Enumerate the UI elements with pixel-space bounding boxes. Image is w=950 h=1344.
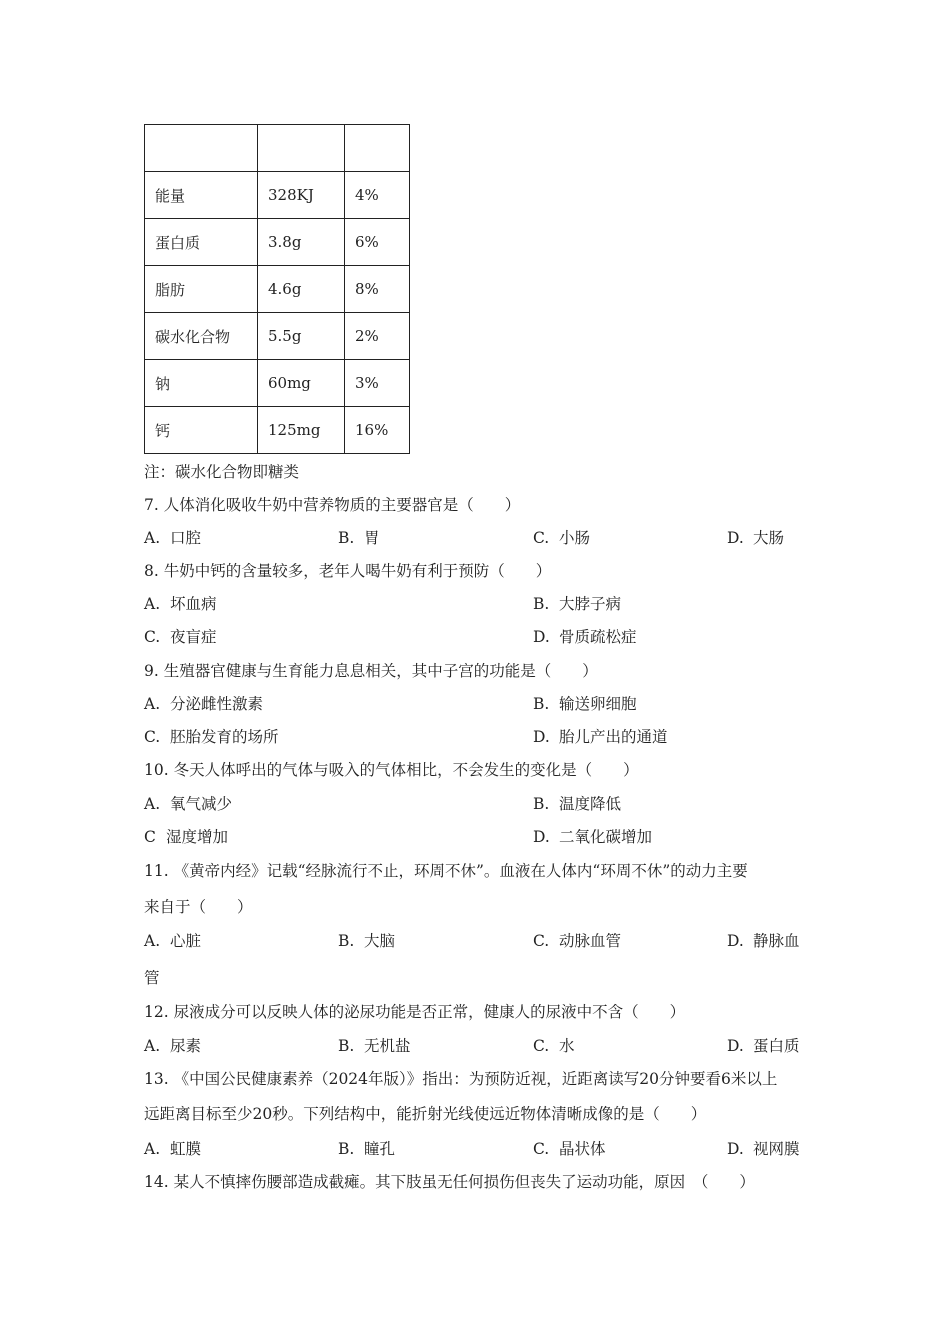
option-text: 分泌雌性激素 <box>170 695 264 713</box>
table-cell: 328KJ <box>258 172 345 219</box>
option-letter: A. <box>144 695 161 713</box>
table-cell: 能量 <box>145 172 258 219</box>
option-c <box>144 827 228 847</box>
option-text: 输送卵细胞 <box>559 695 637 713</box>
option-text: 视网膜 <box>753 1140 800 1158</box>
option-c <box>533 1139 606 1159</box>
option-text: 大肠 <box>753 529 785 547</box>
question-stem: 12. 尿液成分可以反映人体的泌尿功能是否正常，健康人的尿液中不含（ ） <box>144 1003 686 1021</box>
option-letter: C. <box>533 1037 550 1055</box>
table-row <box>145 125 410 172</box>
option-text: 胃 <box>364 529 380 547</box>
table-row <box>145 313 410 360</box>
table-cell <box>258 125 345 172</box>
option-letter: C. <box>533 1140 550 1158</box>
option-b <box>338 931 395 951</box>
option-letter: B. <box>533 595 550 613</box>
option-letter: D. <box>727 932 744 950</box>
option-text: 温度降低 <box>559 795 622 813</box>
nutrition-table <box>144 124 410 454</box>
question-stem: 11. 《黄帝内经》记载“经脉流行不止，环周不休”。血液在人体内“环周不休”的动力主要 <box>144 862 748 880</box>
table-cell: 3% <box>345 360 410 407</box>
option-letter: D. <box>533 728 550 746</box>
option-text: 静脉血 <box>753 932 800 950</box>
table-cell <box>145 125 258 172</box>
option-text: 大脖子病 <box>559 595 622 613</box>
option-text: 口腔 <box>170 529 202 547</box>
table-row <box>145 407 410 454</box>
table-cell: 2% <box>345 313 410 360</box>
question-stem: 9. 生殖器官健康与生育能力息息相关，其中子宫的功能是（ ） <box>144 662 598 680</box>
table-cell: 钠 <box>145 360 258 407</box>
table-cell: 脂肪 <box>145 266 258 313</box>
question-stem-continued: 远距离目标至少20秒。下列结构中，能折射光线使远近物体清晰成像的是（ ） <box>144 1105 707 1123</box>
table-row <box>145 219 410 266</box>
option-text: 蛋白质 <box>753 1037 800 1055</box>
table-cell: 60mg <box>258 360 345 407</box>
option-b <box>533 594 621 614</box>
option-text: 瞳孔 <box>364 1140 396 1158</box>
option-text: 湿度增加 <box>166 828 229 846</box>
question-stem: 14. 某人不慎摔伤腰部造成截瘫。其下肢虽无任何损伤但丧失了运动功能，原因 （ ） <box>144 1173 755 1191</box>
option-letter: B. <box>338 932 355 950</box>
table-cell: 125mg <box>258 407 345 454</box>
option-text: 晶状体 <box>559 1140 606 1158</box>
option-text: 尿素 <box>170 1037 202 1055</box>
option-letter: A. <box>144 932 161 950</box>
option-letter: C. <box>144 728 161 746</box>
option-text: 夜盲症 <box>170 628 217 646</box>
table-cell: 4% <box>345 172 410 219</box>
option-text: 胚胎发育的场所 <box>170 728 279 746</box>
option-c <box>144 627 217 647</box>
option-d <box>727 931 800 951</box>
table-cell: 6% <box>345 219 410 266</box>
option-letter: C. <box>533 932 550 950</box>
table-cell: 4.6g <box>258 266 345 313</box>
table-cell: 钙 <box>145 407 258 454</box>
option-text: 二氧化碳增加 <box>559 828 653 846</box>
option-letter: C <box>144 828 156 846</box>
option-b <box>338 528 380 548</box>
option-letter: B. <box>338 529 355 547</box>
option-text: 无机盐 <box>364 1037 411 1055</box>
option-letter: B. <box>338 1037 355 1055</box>
option-a <box>144 931 201 951</box>
option-text: 心脏 <box>170 932 202 950</box>
option-c <box>533 1036 575 1056</box>
table-cell: 蛋白质 <box>145 219 258 266</box>
option-d <box>533 627 637 647</box>
option-b <box>338 1139 395 1159</box>
option-letter: A. <box>144 1140 161 1158</box>
option-letter: D. <box>727 1140 744 1158</box>
question-stem-continued: 来自于（ ） <box>144 898 253 916</box>
option-wrap-text: 管 <box>144 969 160 987</box>
option-text: 大脑 <box>364 932 396 950</box>
table-cell: 碳水化合物 <box>145 313 258 360</box>
option-letter: B. <box>338 1140 355 1158</box>
option-letter: D. <box>727 1037 744 1055</box>
option-letter: D. <box>533 828 550 846</box>
option-letter: D. <box>533 628 550 646</box>
option-text: 胎儿产出的通道 <box>559 728 668 746</box>
table-cell: 16% <box>345 407 410 454</box>
option-a <box>144 794 232 814</box>
table-cell <box>345 125 410 172</box>
table-row <box>145 360 410 407</box>
option-letter: B. <box>533 695 550 713</box>
option-letter: B. <box>533 795 550 813</box>
option-text: 氧气减少 <box>170 795 233 813</box>
table-note: 注：碳水化合物即糖类 <box>144 463 300 481</box>
table-cell: 5.5g <box>258 313 345 360</box>
option-d <box>727 528 784 548</box>
question-stem: 13. 《中国公民健康素养（2024年版）》指出：为预防近视，近距离读写20分钟要看6米以上 <box>144 1070 778 1088</box>
option-a <box>144 594 217 614</box>
option-letter: C. <box>533 529 550 547</box>
table-cell: 3.8g <box>258 219 345 266</box>
option-c <box>533 528 590 548</box>
option-text: 虹膜 <box>170 1140 202 1158</box>
option-text: 动脉血管 <box>559 932 622 950</box>
table-cell: 8% <box>345 266 410 313</box>
option-c <box>144 727 279 747</box>
option-a <box>144 1139 201 1159</box>
option-a <box>144 1036 201 1056</box>
option-letter: C. <box>144 628 161 646</box>
option-letter: A. <box>144 795 161 813</box>
option-b <box>338 1036 411 1056</box>
option-letter: A. <box>144 595 161 613</box>
option-a <box>144 528 201 548</box>
option-a <box>144 694 263 714</box>
question-stem: 8. 牛奶中钙的含量较多，老年人喝牛奶有利于预防（ ） <box>144 562 552 580</box>
option-d <box>727 1139 800 1159</box>
option-letter: A. <box>144 529 161 547</box>
option-b <box>533 694 637 714</box>
table-row <box>145 266 410 313</box>
option-text: 骨质疏松症 <box>559 628 637 646</box>
table-row <box>145 172 410 219</box>
question-stem: 7. 人体消化吸收牛奶中营养物质的主要器官是（ ） <box>144 496 521 514</box>
option-c <box>533 931 621 951</box>
option-text: 水 <box>559 1037 575 1055</box>
option-d <box>533 827 652 847</box>
option-d <box>727 1036 800 1056</box>
option-d <box>533 727 668 747</box>
question-stem: 10. 冬天人体呼出的气体与吸入的气体相比，不会发生的变化是（ ） <box>144 761 639 779</box>
option-letter: D. <box>727 529 744 547</box>
option-letter: A. <box>144 1037 161 1055</box>
option-b <box>533 794 621 814</box>
option-text: 坏血病 <box>170 595 217 613</box>
option-text: 小肠 <box>559 529 591 547</box>
